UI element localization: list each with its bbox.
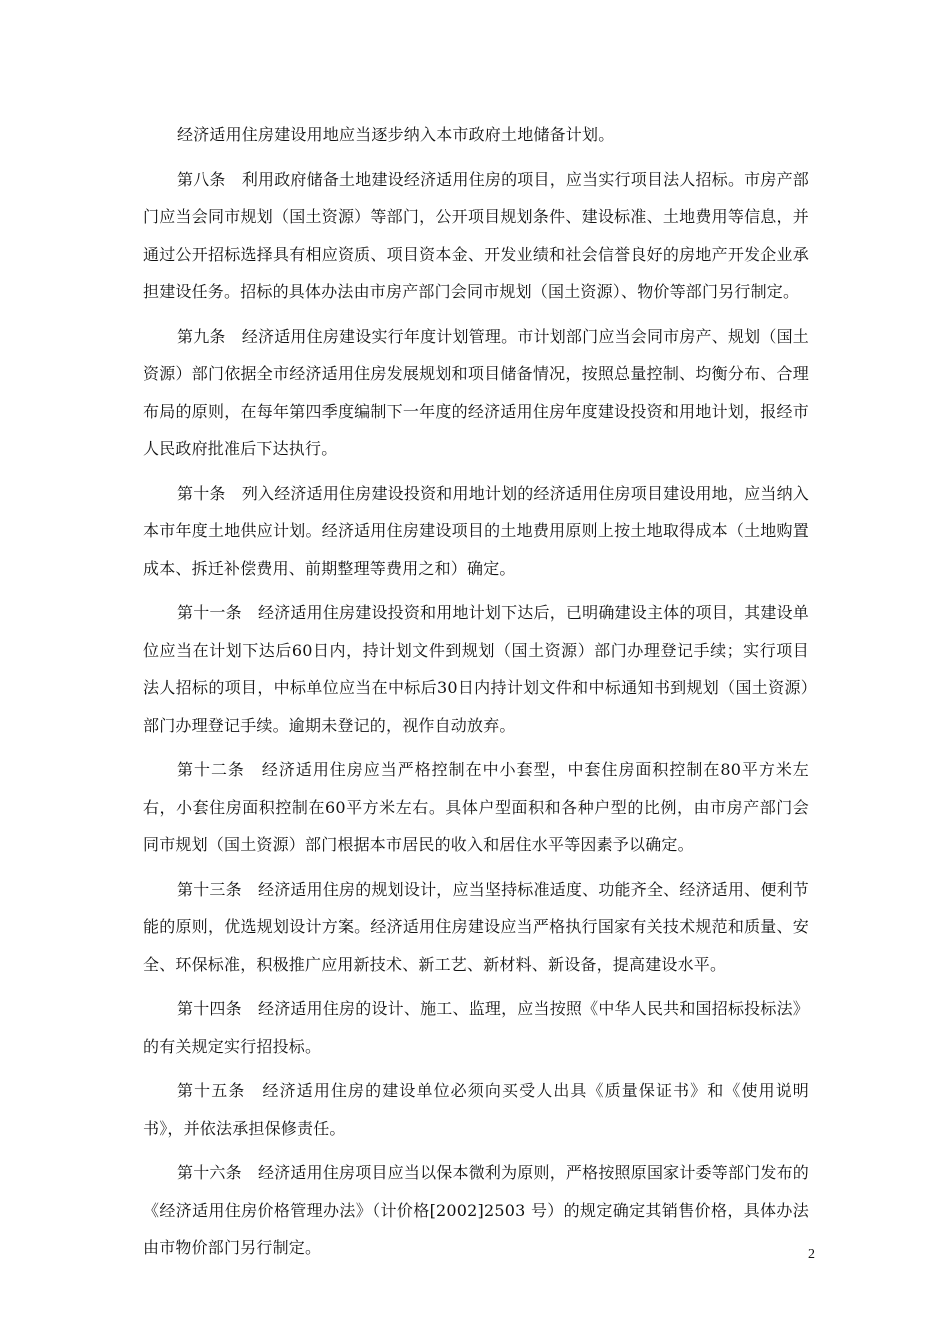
page-number: 2	[808, 1247, 815, 1262]
paragraph-article-11: 第十一条 经济适用住房建设投资和用地计划下达后，已明确建设主体的项目，其建设单位应当在计划下达后60日内，持计划文件到规划（国土资源）部门办理登记手续；实行项目法人招标的项目，中标单位应当在中标后30日内持计划文件和中标通知书到规划（国土资源）部门办理登记手续。逾期未登记的，视作自动放弃。	[143, 603, 809, 735]
paragraph-article-9: 第九条 经济适用住房建设实行年度计划管理。市计划部门应当会同市房产、规划（国土资源）部门依据全市经济适用住房发展规划和项目储备情况，按照总量控制、均衡分布、合理布局的原则，在每年第四季度编制下一年度的经济适用住房年度建设投资和用地计划，报经市人民政府批准后下达执行。	[143, 326, 809, 458]
document-body	[143, 116, 809, 1274]
paragraph-article-12: 第十二条 经济适用住房应当严格控制在中小套型，中套住房面积控制在80平方米左右，小套住房面积控制在60平方米左右。具体户型面积和各种户型的比例，由市房产部门会同市规划（国土资源）部门根据本市居民的收入和居住水平等因素予以确定。	[143, 760, 809, 854]
paragraph-article-13: 第十三条 经济适用住房的规划设计，应当坚持标准适度、功能齐全、经济适用、便利节能的原则，优选规划设计方案。经济适用住房建设应当严格执行国家有关技术规范和质量、安全、环保标准，积极推广应用新技术、新工艺、新材料、新设备，提高建设水平。	[143, 879, 809, 974]
paragraph-article-16: 第十六条 经济适用住房项目应当以保本微利为原则，严格按照原国家计委等部门发布的《经济适用住房价格管理办法》（计价格[2002]2503 号）的规定确定其销售价格，具体办法由市物价部门另行制定。	[143, 1163, 809, 1257]
paragraph-land-reserve: 经济适用住房建设用地应当逐步纳入本市政府土地储备计划。	[177, 125, 615, 144]
paragraph-article-15: 第十五条 经济适用住房的建设单位必须向买受人出具《质量保证书》和《使用说明书》，并依法承担保修责任。	[143, 1081, 809, 1138]
paragraph-article-14: 第十四条 经济适用住房的设计、施工、监理，应当按照《中华人民共和国招标投标法》的有关规定实行招投标。	[143, 999, 809, 1056]
paragraph-article-10: 第十条 列入经济适用住房建设投资和用地计划的经济适用住房项目建设用地，应当纳入本市年度土地供应计划。经济适用住房建设项目的土地费用原则上按土地取得成本（土地购置成本、拆迁补偿费用、前期整理等费用之和）确定。	[143, 483, 809, 578]
paragraph-article-8: 第八条 利用政府储备土地建设经济适用住房的项目，应当实行项目法人招标。市房产部门应当会同市规划（国土资源）等部门，公开项目规划条件、建设标准、土地费用等信息，并通过公开招标选择具有相应资质、项目资本金、开发业绩和社会信誉良好的房地产开发企业承担建设任务。招标的具体办法由市房产部门会同市规划（国土资源）、物价等部门另行制定。	[143, 169, 809, 301]
